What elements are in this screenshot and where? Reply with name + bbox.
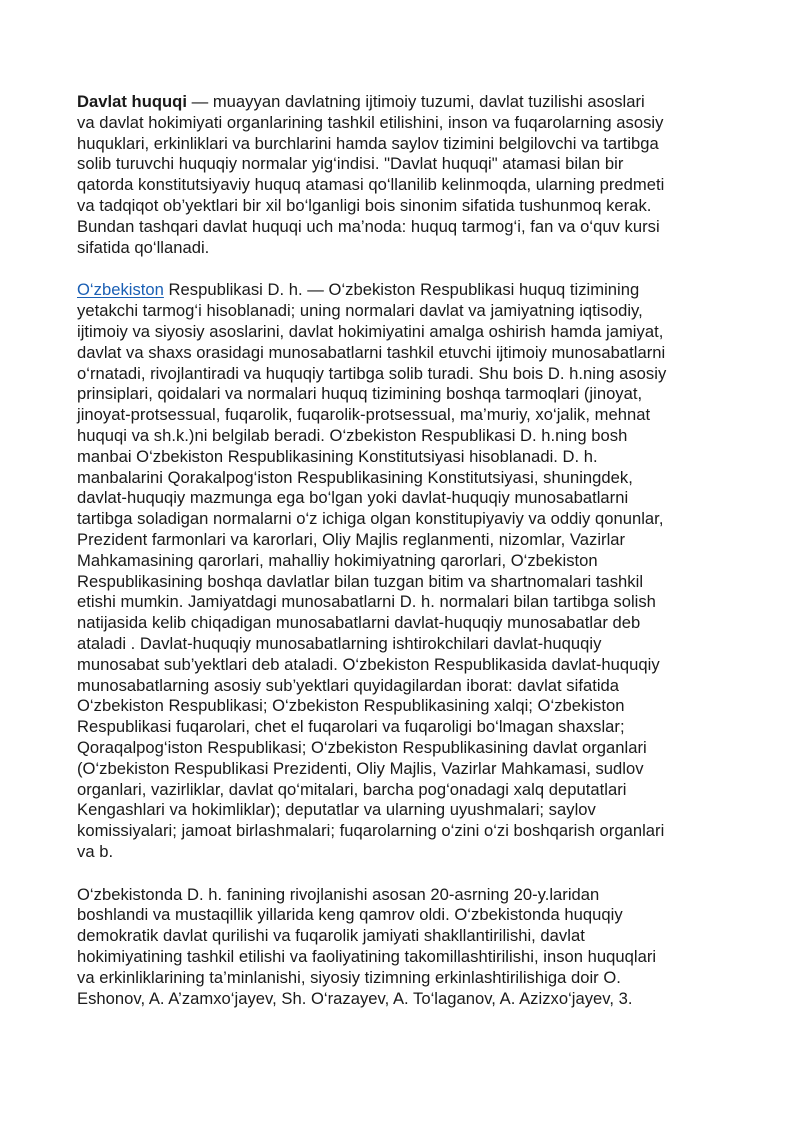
paragraph-uzbekistan xyxy=(77,280,749,862)
uzbekistan-text: Respublikasi D. h. — O‘zbekiston Respublikasi huquq tizimining yetakchi tarmog‘i hisoblanadi; uning normalari davlat va jamiyatning iqtisodiy, ijtimoiy va siyosiy asoslarini, davlat hokimiyatini amalga oshirish hamda jamiyat, davlat va shaxs orasidagi munosabatlarni tashkil etuvchi ijtimoiy munosabatlarni o‘rnatadi, rivojlantiradi va huquqiy tartibga solib turadi. Shu bois D. h.ning asosiy prinsiplari, qoidalari va normalari huquq tizimining boshqa tarmoqlari (jinoyat, jinoyat-protsessual, fuqarolik, fuqarolik-protsessual, ma’muriy, xo‘jalik, mehnat huquqi va sh.k.)ni belgilab beradi. O‘zbekiston Respublikasi D. h.ning bosh manbai O‘zbekiston Respublikasining Konstitutsiyasi hisoblanadi. D. h. manbalarini Qorakalpog‘iston Respublikasining Konstitutsiyasi, shuningdek, davlat-huquqiy mazmunga ega bo‘lgan yoki davlat-huquqiy munosabatlarni tartibga soladigan normalarni o‘z ichiga olgan konstitupiyaviy va oddiy qonunlar, Prezident farmonlari va karorlari, Oliy Majlis reglanmenti, nizomlar, Vazirlar Mahkamasining qarorlari, mahalliy hokimiyatning qarorlari, O‘zbekiston Respublikasining boshqa davlatlar bilan tuzgan bitim va shartnomalari tashkil etishi mumkin. Jamiyatdagi munosabatlarni D. h. normalari bilan tartibga solish natijasida kelib chiqadigan munosabatlarni davlat-huquqiy munosabatlar deb ataladi . Davlat-huquqiy munosabatlarning ishtirokchilari davlat-huquqiy munosabat sub’yektlari deb ataladi. O‘zbekiston Respublikasida davlat-huquqiy munosabatlarning asosiy sub’yektlari quyidagilardan iborat: davlat sifatida O‘zbekiston Respublikasi; O‘zbekiston Respublikasining xalqi; O‘zbekiston Respublikasi fuqarolari, chet el fuqarolari va fuqaroligi bo‘lmagan shaxslar; Qoraqalpog‘iston Respublikasi; O‘zbekiston Respublikasining davlat organlari (O‘zbekiston Respublikasi Prezidenti, Oliy Majlis, Vazirlar Mahkamasi, sudlov organlari, vazirliklar, davlat qo‘mitalari, barcha pog‘onadagi xalq deputatlari Kengashlari va hokimliklar); deputatlar va ularning uyushmalari; saylov komissiyalari; jamoat birlashmalari; fuqarolarning o‘zini o‘zi boshqarish organlari va b. xyxy=(77,280,667,861)
article-term: Davlat huquqi xyxy=(77,92,187,111)
paragraph-history: O‘zbekistonda D. h. fanining rivojlanishi asosan 20-asrning 20-y.laridan boshlandi va mustaqillik yillarida keng qamrov oldi. O‘zbekistonda huquqiy demokratik davlat qurilishi va fuqarolik jamiyati shakllantirilishi, davlat hokimiyatining tashkil etilishi va faoliyatining takomillashtirilishi, inson huquqlari va erkinliklarining ta’minlanishi, siyosiy tizimning erkinlashtirilishiga doir O. Eshonov, A. A’zamxo‘jayev, Sh. O‘razayev, A. To‘laganov, A. Azizxo‘jayev, 3. xyxy=(77,884,657,1008)
paragraph-definition xyxy=(77,92,749,258)
article-body xyxy=(77,92,749,1009)
uzbekiston-link[interactable]: O‘zbekiston xyxy=(77,280,164,300)
definition-text: — muayyan davlatning ijtimoiy tuzumi, davlat tuzilishi asoslari va davlat hokimiyati organlarining tashkil etilishini, inson va fuqarolarning asosiy huquklari, erkinliklari va burchlarini hamda saylov tizimini belgilovchi va tartibga solib turuvchi huquqiy normalar yig‘indisi. "Davlat huquqi" atamasi bilan bir qatorda konstitutsiyaviy huquq atamasi qo‘llanilib kelinmoqda, ularning predmeti va tadqiqot ob’yektlari bir xil bo‘lganligi bois sinonim sifatida tushunmoq kerak. Bundan tashqari davlat huquqi uch ma’noda: huquq tarmog‘i, fan va o‘quv kursi sifatida qo‘llanadi. xyxy=(77,92,665,257)
